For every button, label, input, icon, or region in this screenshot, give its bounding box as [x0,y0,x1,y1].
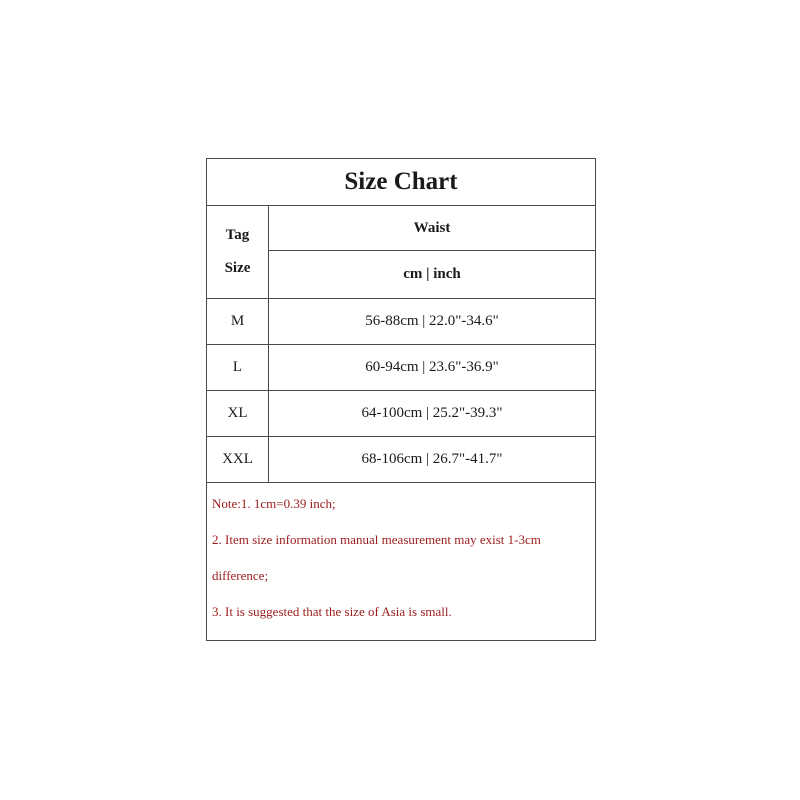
table-row [207,437,595,483]
size-chart-table [206,158,596,641]
unit-header: cm | inch [403,266,461,282]
chart-title: Size Chart [207,159,595,206]
table-row [207,299,595,345]
note-line: Note:1. 1cm=0.39 inch; [212,496,336,511]
table-row [207,391,595,437]
table-row [207,345,595,391]
tag-size-header [207,206,269,298]
tag-label: Tag [225,227,250,243]
waist-header: Waist [269,206,595,251]
size-cell: XXL [207,437,269,482]
note-line: difference; [212,568,269,583]
waist-cell: 60-94cm | 23.6"-36.9" [365,359,499,375]
header-right [269,206,595,298]
notes-section [207,483,595,641]
size-cell: XL [207,391,269,436]
size-label: Size [224,260,251,276]
waist-cell: 68-106cm | 26.7"-41.7" [361,451,503,467]
waist-cell: 64-100cm | 25.2"-39.3" [361,405,503,421]
size-cell: L [207,345,269,390]
header-block [207,206,595,299]
note-line: 2. Item size information manual measurement may exist 1-3cm [212,532,541,547]
note-line: 3. It is suggested that the size of Asia is small. [212,604,452,619]
size-cell: M [207,299,269,344]
waist-cell: 56-88cm | 22.0"-34.6" [365,313,499,329]
